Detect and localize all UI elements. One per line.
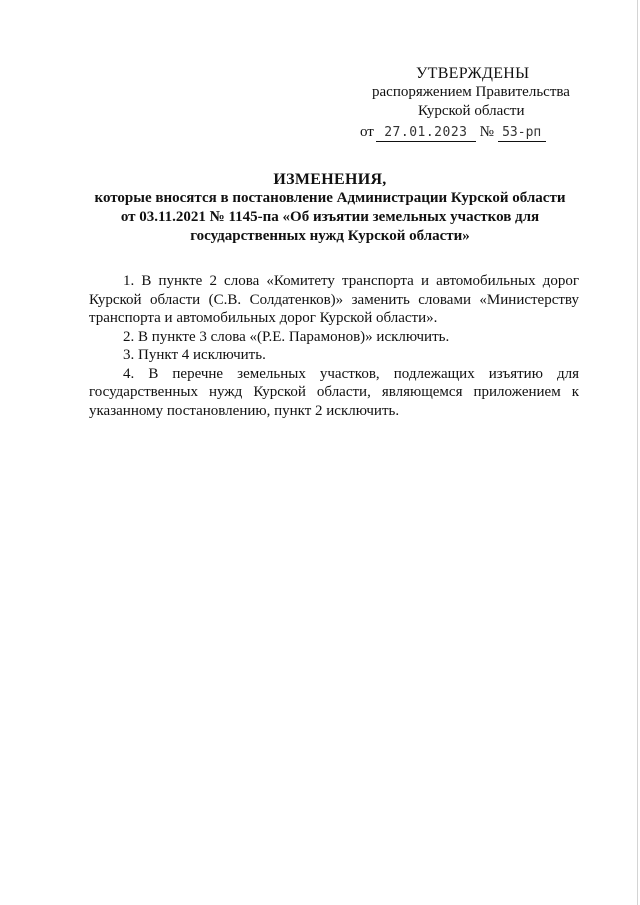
number-prefix: № [479,124,494,140]
approval-block [360,64,590,142]
item-2: 2. В пункте 3 слова «(Р.Е. Парамонов)» исключить. [123,328,450,345]
document-title [80,170,580,246]
item-4: 4. В перечне земельных участков, подлежащих изъятию для государственных нужд Курской области, являющемся приложением к указанному постановлению, пункт 2 исключить. [89,365,579,419]
approval-date-line [360,123,590,142]
title-line-4: государственных нужд Курской области» [190,228,470,244]
approval-heading: УТВЕРЖДЕНЫ [416,65,530,82]
date-prefix: от [360,124,374,140]
item-1: 1. В пункте 2 слова «Комитету транспорта и автомобильных дорог Курской области (С.В. Солдатенков)» заменить словами «Министерству транспорта и автомобильных дорог Курской области». [89,273,579,326]
title-line-3: от 03.11.2021 № 1145-па «Об изъятии земельных участков для [120,209,540,225]
title-line-1: ИЗМЕНЕНИЯ, [273,171,387,188]
approval-number: 53-рп [498,124,546,142]
title-line-2: которые вносятся в постановление Администрации Курской области [94,190,566,206]
document-body [89,272,579,420]
approval-region: Курской области [418,103,525,119]
scan-edge-divider [637,0,638,905]
item-3: 3. Пункт 4 исключить. [123,347,266,363]
approval-authority: распоряжением Правительства [372,84,570,100]
approval-date: 27.01.2023 [376,124,476,142]
